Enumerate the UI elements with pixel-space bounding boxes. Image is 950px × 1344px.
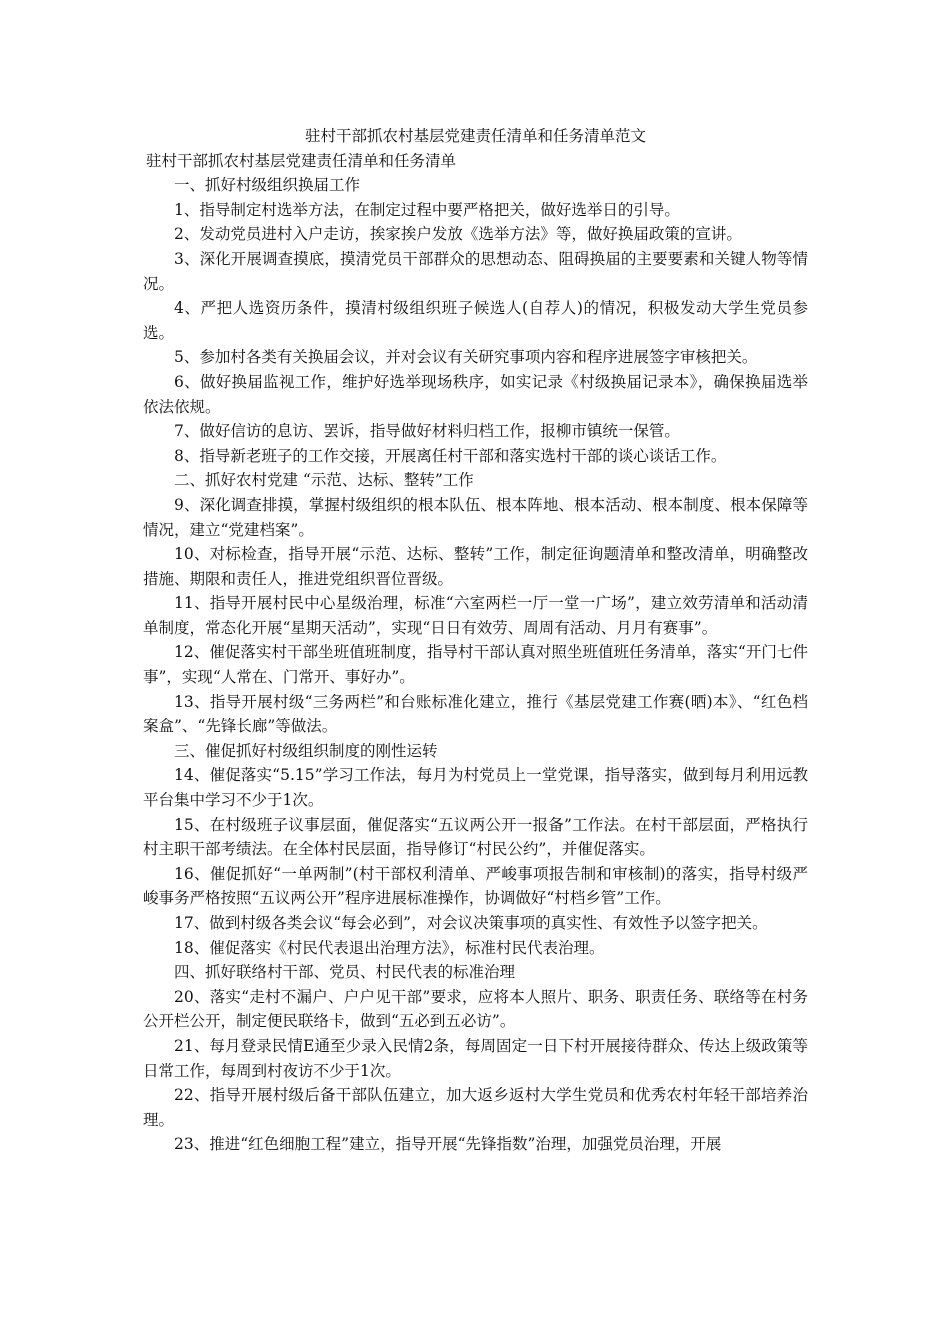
list-item-paragraph: 14、催促落实“5.15”学习工作法，每月为村党员上一堂党课，指导落实，做到每月利用远教平台集中学习不少于1次。	[143, 766, 808, 810]
list-item-paragraph: 6、做好换届监视工作，维护好选举现场秩序，如实记录《村级换届记录本》，确保换届选举依法依规。	[143, 372, 808, 416]
list-item-paragraph: 10、对标检查，指导开展“示范、达标、整转”工作，制定征询题清单和整改清单，明确整改措施、期限和责任人，推进党组织晋位晋级。	[143, 545, 808, 588]
list-item-paragraph: 5、参加村各类有关换届会议，并对会议有关研究事项内容和程序进展签字审核把关。	[174, 348, 758, 367]
section-heading: 四、抓好联络村干部、党员、村民代表的标准治理	[174, 963, 516, 982]
document-subtitle: 驻村干部抓农村基层党建责任清单和任务清单	[146, 151, 457, 170]
list-item-paragraph: 1、指导制定村选举方法，在制定过程中要严格把关，做好选举日的引导。	[174, 200, 680, 219]
section-heading: 二、抓好农村党建 “示范、达标、整转”工作	[174, 471, 474, 490]
list-item-paragraph: 21、每月登录民情E通至少录入民情2条，每周固定一日下村开展接待群众、传达上级政策等日常工作，每周到村夜访不少于1次。	[143, 1036, 808, 1080]
document-body	[143, 124, 808, 1157]
list-item-paragraph: 18、催促落实《村民代表退出治理方法》，标准村民代表治理。	[174, 938, 605, 957]
list-item-paragraph: 11、指导开展村民中心星级治理，标准“六室两栏一厅一堂一广场”，建立效劳清单和活动清单制度，常态化开展“星期天活动”，实现“日日有效劳、周周有活动、月月有赛事”。	[143, 594, 808, 637]
list-item-paragraph: 3、深化开展调查摸底，摸清党员干部群众的思想动态、阻碍换届的主要要素和关键人物等情况。	[143, 249, 808, 293]
section-heading: 一、抓好村级组织换届工作	[174, 176, 361, 195]
list-item-paragraph: 7、做好信访的息访、罢诉，指导做好材料归档工作，报柳市镇统一保管。	[174, 422, 680, 441]
list-item-paragraph: 8、指导新老班子的工作交接，开展离任村干部和落实选村干部的谈心谈话工作。	[174, 446, 727, 465]
list-item-paragraph: 13、指导开展村级“三务两栏”和台账标准化建立，推行《基层党建工作赛(晒)本》、“红色档案盒”、“先锋长廊”等做法。	[143, 692, 808, 736]
list-item-paragraph: 16、催促抓好“一单两制”(村干部权利清单、严峻事项报告制和审核制)的落实，指导村级严峻事务严格按照“五议两公开”程序进展标准操作，协调做好“村档乡管”工作。	[143, 864, 808, 908]
list-item-paragraph: 17、做到村级各类会议“每会必到”，对会议决策事项的真实性、有效性予以签字把关。	[174, 914, 768, 932]
section-heading: 三、催促抓好村级组织制度的刚性运转	[174, 741, 438, 760]
list-item-paragraph: 2、发动党员进村入户走访，挨家挨户发放《选举方法》等，做好换届政策的宣讲。	[174, 225, 742, 244]
list-item-paragraph: 4、严把人选资历条件，摸清村级组织班子候选人(自荐人)的情况，积极发动大学生党员参选。	[143, 299, 808, 342]
list-item-paragraph: 9、深化调查排摸，掌握村级组织的根本队伍、根本阵地、根本活动、根本制度、根本保障等情况，建立“党建档案”。	[143, 495, 808, 539]
list-item-paragraph: 22、指导开展村级后备干部队伍建立，加大返乡返村大学生党员和优秀农村年轻干部培养治理。	[143, 1086, 808, 1129]
document-title: 驻村干部抓农村基层党建责任清单和任务清单范文	[304, 127, 646, 145]
list-item-paragraph: 15、在村级班子议事层面，催促落实“五议两公开一报备”工作法。在村干部层面，严格执行村主职干部考绩法。在全体村民层面，指导修订“村民公约”，并催促落实。	[143, 815, 808, 859]
list-item-paragraph: 20、落实“走村不漏户、户户见干部”要求，应将本人照片、职务、职责任务、联络等在村务公开栏公开，制定便民联络卡，做到“五必到五必访”。	[143, 987, 808, 1031]
list-item-paragraph: 12、催促落实村干部坐班值班制度，指导村干部认真对照坐班值班任务清单，落实“开门七件事”，实现“人常在、门常开、事好办”。	[143, 643, 808, 687]
list-item-paragraph: 23、推进“红色细胞工程”建立，指导开展“先锋指数”治理，加强党员治理，开展	[174, 1135, 722, 1154]
